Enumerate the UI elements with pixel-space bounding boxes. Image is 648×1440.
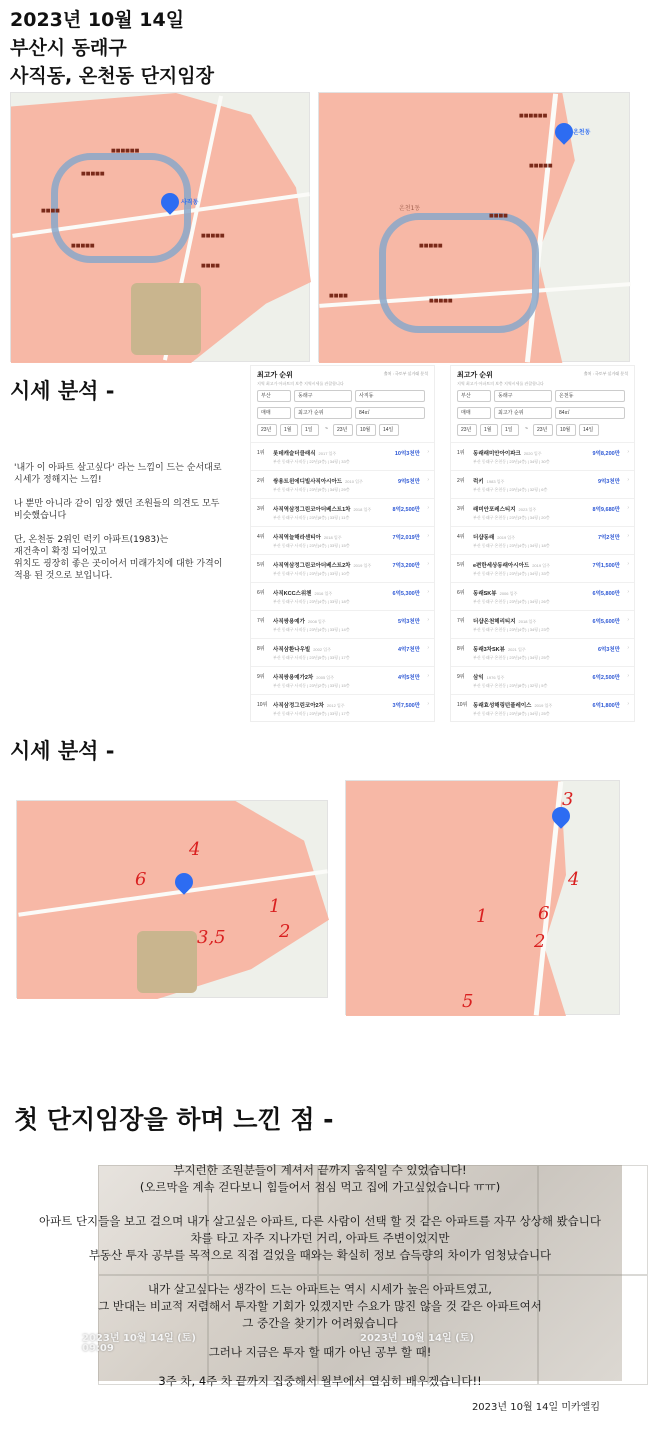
panel-subtitle: 지역 최고가 아파트의 보충 지역시세를 관찰합니다 <box>457 381 544 386</box>
photo-stamp-date: 2023년 10월 14일 (토) <box>82 1333 196 1344</box>
price-value: 9억8,200만 <box>592 451 620 457</box>
rank-label: 10위 <box>457 702 468 708</box>
price-value: 7억2천만 <box>597 535 620 541</box>
move-in-year: 2012 입주 <box>326 703 345 708</box>
rank-label: 3위 <box>257 506 265 512</box>
reflection-line: 부지런한 조원분들이 계셔서 끝까지 움직일 수 있었습니다! <box>173 1163 467 1177</box>
chevron-right-icon: › <box>427 701 429 707</box>
rank-label: 5위 <box>457 562 465 568</box>
rank-row[interactable] <box>251 554 434 584</box>
move-in-year: 2023 입주 <box>518 507 537 512</box>
move-in-year: 2002 입주 <box>313 647 331 652</box>
rank-number: 6 <box>135 869 147 890</box>
move-in-year: 2016 입주 <box>314 591 333 596</box>
rank-row[interactable] <box>251 442 434 472</box>
apartment-name-text: 사직역삼정그린코아더베스트2차 <box>273 563 351 569</box>
rank-row[interactable] <box>451 554 634 584</box>
note-line: 시세가 정해지는 느낌! <box>14 475 102 485</box>
deal-detail: 부산 동래구 온천동 | 23년(4층) | 34평 | 25층 <box>473 655 550 660</box>
deal-detail: 부산 동래구 온천동 | 23년(4층) | 34평 | 30층 <box>473 459 550 464</box>
rank-label: 1위 <box>457 450 465 456</box>
filter-select[interactable]: 동래구 <box>294 390 352 402</box>
filter-select[interactable]: 매매 <box>257 407 291 419</box>
rank-number: 6 <box>538 903 550 924</box>
move-in-year: 2019 입주 <box>353 563 372 568</box>
filter-select[interactable]: 23년 <box>457 424 477 436</box>
deal-detail: 부산 동래구 사직동 | 23년(9층) | 33평 | 17층 <box>273 711 350 716</box>
reflection-text <box>0 1162 640 1390</box>
apartment-name <box>273 617 326 625</box>
apartment-name <box>473 589 517 597</box>
chevron-right-icon: › <box>627 673 629 679</box>
deal-detail: 부산 동래구 사직동 | 23년(4층) | 33평 | 14층 <box>273 627 350 632</box>
price-value: 8억2,500만 <box>392 507 420 513</box>
map-sajik: 사직동 ■■■■■■ ■■■■■ ■■■■ ■■■■■ ■■■■■ ■■■■ <box>10 92 310 362</box>
apartment-name-text: 사직역삼정그린코아더베스트1차 <box>273 507 351 513</box>
rank-label: 2위 <box>457 478 465 484</box>
map-route <box>379 213 539 333</box>
rank-row[interactable] <box>451 694 634 724</box>
panel-source: 출처 : 국토부 실거래 분석 <box>383 371 428 376</box>
rank-number: 3 <box>562 789 574 810</box>
move-in-year: 2021 입주 <box>507 647 526 652</box>
price-value: 7억1,500만 <box>592 563 620 569</box>
reflection-line: 그러나 지금은 투자 할 때가 아닌 공부 할 때! <box>208 1345 432 1359</box>
price-value: 9억5천만 <box>397 479 420 485</box>
filter-select[interactable]: 온천동 <box>555 390 625 402</box>
note-line: 비슷했습니다 <box>14 511 67 521</box>
rank-label: 6위 <box>457 590 465 596</box>
price-value: 6억3천만 <box>597 647 620 653</box>
deal-detail: 부산 동래구 사직동 | 23년(5층) | 33평 | 17층 <box>273 655 350 660</box>
apartment-name <box>473 673 504 681</box>
price-value: 6억5,600만 <box>592 619 620 625</box>
apartment-name-text: 쌍용트윈에디빌사직아시아드 <box>273 479 343 485</box>
deal-detail: 부산 동래구 사직동 | 22년(3층) | 34평 | 33층 <box>273 459 350 464</box>
reflection-line: 그 중간을 찾기가 어려웠습니다 <box>242 1316 398 1330</box>
filter-select[interactable]: 84㎡ <box>555 407 625 419</box>
filter-select[interactable]: 10월 <box>356 424 376 436</box>
apartment-name <box>273 589 332 597</box>
panel-title: 최고가 순위 <box>257 372 293 379</box>
apartment-name <box>473 701 552 709</box>
filter-select[interactable]: 23년 <box>333 424 353 436</box>
apartment-name <box>473 533 515 541</box>
rank-label: 4위 <box>457 534 465 540</box>
deal-detail: 부산 동래구 사직동 | 23년(8층) | 33평 | 11층 <box>273 515 350 520</box>
stadium-park <box>131 283 201 355</box>
filter-select[interactable]: 부산 <box>457 390 491 402</box>
price-value: 6억1,800만 <box>592 703 620 709</box>
section-heading-reflection: 첫 단지임장을 하며 느낀 점 - <box>14 1105 334 1134</box>
apartment-name-text: 삼익 <box>473 675 484 681</box>
deal-detail: 부산 동래구 온천동 | 23년(8층) | 32평 | 5층 <box>473 683 548 688</box>
signature: 2023년 10월 14일 미카엘킴 <box>471 1402 600 1413</box>
rank-label: 9위 <box>457 674 465 680</box>
note-line: 단, 온천동 2위인 럭키 아파트(1983)는 <box>14 535 169 545</box>
filter-select[interactable]: 23년 <box>257 424 277 436</box>
stadium-park <box>137 931 197 993</box>
price-rank-panel <box>250 365 435 722</box>
rank-label: 2위 <box>257 478 265 484</box>
note-line: 나 뿐만 아니라 같이 임장 했던 조원들의 의견도 모두 <box>14 499 220 509</box>
deal-detail: 부산 동래구 온천동 | 23년(4층) | 34평 | 23층 <box>473 627 550 632</box>
rank-label: 10위 <box>257 702 268 708</box>
rank-row[interactable] <box>251 666 434 696</box>
reflection-line: 차를 타고 자주 지나가던 거리, 아파트 주변이었지만 <box>190 1231 450 1245</box>
price-value: 6억5,300만 <box>392 591 420 597</box>
rank-row[interactable] <box>451 582 634 612</box>
price-value: 3억7,500만 <box>392 703 420 709</box>
apartment-name <box>273 505 371 513</box>
rank-label: 7위 <box>257 618 265 624</box>
move-in-year: 2005 입주 <box>316 675 335 680</box>
chevron-right-icon: › <box>427 645 429 651</box>
apartment-name-text: 롯데캐슬더클래식 <box>273 451 316 457</box>
apartment-name <box>273 645 331 653</box>
apartment-name <box>473 449 542 457</box>
apartment-name-text: 동래효성해링턴플레이스 <box>473 703 532 709</box>
filter-select[interactable]: 84㎡ <box>355 407 425 419</box>
reflection-line: 부동산 투자 공부를 목적으로 직접 걸었을 때와는 확실히 정보 습득량의 차이가 엄청났습니다 <box>88 1248 552 1262</box>
map-sajik-ranked <box>16 800 328 998</box>
apartment-name <box>273 673 334 681</box>
note-line: 적용 된 것으로 보입니다. <box>14 571 113 581</box>
pin-label: 사직동 <box>181 199 199 206</box>
district-label: 온천1동 <box>399 205 421 212</box>
chevron-right-icon: › <box>627 645 629 651</box>
reflection-line: 3주 차, 4주 차 끝까지 집중해서 월부에서 열심히 배우겠습니다!! <box>158 1374 482 1388</box>
apartment-name-text: 사직쌍용예가2차 <box>273 675 314 681</box>
price-value: 4억5천만 <box>397 675 420 681</box>
map-zone <box>346 781 621 1016</box>
price-value: 7억2,019만 <box>392 535 420 541</box>
apartment-name-text: 럭키 <box>473 479 484 485</box>
title-date: 2023년 10월 14일 <box>10 9 185 31</box>
deal-detail: 부산 동래구 온천동 | 23년(4층) | 34평 | 18층 <box>473 543 550 548</box>
rank-row[interactable] <box>251 498 434 528</box>
apartment-name-text: 사직KCC스위첸 <box>273 591 312 597</box>
apartment-name-text: 사직쌍용예가 <box>273 619 305 625</box>
apartment-name <box>273 701 345 709</box>
apartment-name-text: 사직삼환나우빌 <box>273 647 311 653</box>
analysis-notes <box>14 462 222 582</box>
apartment-name <box>473 561 550 569</box>
apartment-name <box>273 449 336 457</box>
chevron-right-icon: › <box>427 477 429 483</box>
deal-detail: 부산 동래구 온천동 | 23년(4층) | 34평 | 33층 <box>473 571 550 576</box>
apartment-name-text: 동래래미안아이파크 <box>473 451 521 457</box>
chevron-right-icon: › <box>427 617 429 623</box>
rank-number: 1 <box>476 906 488 927</box>
rank-label: 1위 <box>257 450 265 456</box>
rank-label: 7위 <box>457 618 465 624</box>
rank-row[interactable] <box>451 638 634 668</box>
apartment-name <box>473 477 504 485</box>
price-value: 6억2,500만 <box>592 675 620 681</box>
move-in-year: 2019 입주 <box>532 563 550 568</box>
chevron-right-icon: › <box>627 589 629 595</box>
move-in-year: 1983 입주 <box>486 479 505 484</box>
chevron-right-icon: › <box>427 561 429 567</box>
rank-row[interactable] <box>451 442 634 472</box>
rank-label: 6위 <box>257 590 265 596</box>
price-value: 8억9,680만 <box>592 507 620 513</box>
title-region: 부산시 동래구 <box>10 37 127 59</box>
rank-number: 4 <box>189 839 201 860</box>
filter-select[interactable]: 1일 <box>501 424 519 436</box>
note-line: '내가 이 아파트 살고싶다' 라는 느낌이 드는 순서대로 <box>14 463 222 473</box>
filter-select[interactable]: 사직동 <box>355 390 425 402</box>
move-in-year: 2010 입주 <box>345 479 363 484</box>
filter-select[interactable]: 부산 <box>257 390 291 402</box>
deal-detail: 부산 동래구 사직동 | 23년(9층) | 34평 | 29층 <box>273 487 350 492</box>
price-rank-panel <box>450 365 635 722</box>
filter-select[interactable]: 1일 <box>301 424 319 436</box>
panel-subtitle: 지역 최고가 아파트의 보충 지역시세를 관찰합니다 <box>257 381 344 386</box>
chevron-right-icon: › <box>627 477 629 483</box>
apartment-name <box>273 477 363 485</box>
rank-row[interactable] <box>451 610 634 640</box>
rank-number: 5 <box>462 991 474 1012</box>
rank-label: 9위 <box>257 674 265 680</box>
chevron-right-icon: › <box>627 449 629 455</box>
rank-row[interactable] <box>451 666 634 696</box>
reflection-line: 내가 살고싶다는 생각이 드는 아파트는 역시 시세가 높은 아파트였고, <box>148 1282 492 1296</box>
apartment-name <box>473 645 526 653</box>
move-in-year: 2006 입주 <box>499 591 518 596</box>
reflection-line: (오르막을 계속 걷다보니 힘들어서 점심 먹고 집에 가고싶었습니다 ㅠㅠ) <box>139 1180 501 1194</box>
deal-detail: 부산 동래구 온천동 | 23년(4층) | 32평 | 6층 <box>473 487 548 492</box>
filter-select[interactable]: 14일 <box>379 424 399 436</box>
move-in-year: 2019 입주 <box>497 535 516 540</box>
rank-label: 5위 <box>257 562 265 568</box>
price-value: 9억3천만 <box>597 479 620 485</box>
chevron-right-icon: › <box>627 617 629 623</box>
deal-detail: 부산 동래구 온천동 | 23년(8층) | 34평 | 25층 <box>473 711 550 716</box>
map-oncheon-ranked <box>345 780 620 1015</box>
move-in-year: 1976 입주 <box>486 675 505 680</box>
apartment-name-text: e편한세상동래아시아드 <box>473 563 530 569</box>
chevron-right-icon: › <box>627 701 629 707</box>
rank-label: 4위 <box>257 534 265 540</box>
filter-select[interactable]: ~ <box>525 426 528 432</box>
chevron-right-icon: › <box>627 533 629 539</box>
deal-detail: 부산 동래구 온천동 | 23년(3층) | 34평 | 20층 <box>473 515 550 520</box>
section-heading-price-analysis: 시세 분석 - <box>10 379 115 403</box>
apartment-name-text: 사직역늘해라센티아 <box>273 535 321 541</box>
rank-number: 1 <box>269 896 281 917</box>
note-line: 위치도 굉장히 좋은 곳이어서 미래가치에 대한 가격이 <box>14 559 223 569</box>
title-subject: 사직동, 온천동 단지임장 <box>10 65 214 87</box>
apartment-name-text: 동래SK뷰 <box>473 591 497 597</box>
photo-stamp-date: 2023년 10월 14일 (토) <box>360 1333 474 1344</box>
move-in-year: 2008 입주 <box>307 619 326 624</box>
chevron-right-icon: › <box>427 533 429 539</box>
rank-row[interactable] <box>251 582 434 612</box>
price-value: 5억3천만 <box>397 619 420 625</box>
deal-detail: 부산 동래구 사직동 | 23년(2층) | 33평 | 15층 <box>273 683 350 688</box>
filter-select[interactable]: 10월 <box>556 424 576 436</box>
map-oncheon: 온천동 온천1동 ■■■■■■ ■■■■■ ■■■■ ■■■■■ ■■■■ ■■■■■ <box>318 92 630 362</box>
filter-select[interactable]: 14일 <box>579 424 599 436</box>
price-value: 10억3천만 <box>394 451 420 457</box>
move-in-year: 2019 입주 <box>534 703 553 708</box>
reflection-line: 아파트 단지들을 보고 걸으며 내가 살고싶은 아파트, 다른 사람이 선택 할 것 같은 아파트를 자꾸 상상해 봤습니다 <box>38 1214 602 1228</box>
move-in-year: 2018 입주 <box>323 535 342 540</box>
chevron-right-icon: › <box>427 673 429 679</box>
photo-stamp-time: 09:09 <box>82 1343 114 1354</box>
filter-select[interactable]: ~ <box>325 426 328 432</box>
rank-row[interactable] <box>451 498 634 528</box>
apartment-name-text: 더샵동래 <box>473 535 495 541</box>
filter-select[interactable]: 동래구 <box>494 390 552 402</box>
apartment-name-text: 사직삼정그린코아2차 <box>273 703 324 709</box>
move-in-year: 2018 입주 <box>518 619 537 624</box>
filter-select[interactable]: 최고가 순위 <box>294 407 352 419</box>
section-heading-price-analysis-2: 시세 분석 - <box>10 739 115 763</box>
chevron-right-icon: › <box>627 505 629 511</box>
move-in-year: 2020 입주 <box>523 451 542 456</box>
rank-row[interactable] <box>451 470 634 500</box>
rank-row[interactable] <box>451 526 634 556</box>
pin-label: 온천동 <box>573 129 591 136</box>
filter-select[interactable]: 1월 <box>480 424 498 436</box>
deal-detail: 부산 동래구 사직동 | 23년(4층) | 33평 | 10층 <box>273 571 350 576</box>
rank-row[interactable] <box>251 694 434 724</box>
apartment-name <box>473 617 536 625</box>
apartment-name-text: 동래3차SK뷰 <box>473 647 505 653</box>
reflection-line: 그 반대는 비교적 저렴해서 투자할 기회가 있겠지만 수요가 많진 않을 것 같은 아파트여서 <box>98 1299 542 1313</box>
price-value: 7억3,200만 <box>392 563 420 569</box>
apartment-name <box>273 533 342 541</box>
chevron-right-icon: › <box>627 561 629 567</box>
rank-label: 3위 <box>457 506 465 512</box>
move-in-year: 2017 입주 <box>318 451 337 456</box>
apartment-name-text: 래미안포레스티지 <box>473 507 516 513</box>
deal-detail: 부산 동래구 사직동 | 23년(4층) | 33평 | 18층 <box>273 599 350 604</box>
filter-select[interactable]: 23년 <box>533 424 553 436</box>
filter-select[interactable]: 최고가 순위 <box>494 407 552 419</box>
rank-row[interactable] <box>251 610 434 640</box>
rank-row[interactable] <box>251 470 434 500</box>
apartment-name-text: 더샵온천헤리티지 <box>473 619 516 625</box>
rank-number: 2 <box>534 931 546 952</box>
apartment-name <box>473 505 536 513</box>
note-line: 재건축이 확정 되어있고 <box>14 547 107 557</box>
rank-row[interactable] <box>251 526 434 556</box>
rank-label: 8위 <box>457 646 465 652</box>
price-value: 6억5,800만 <box>592 591 620 597</box>
chevron-right-icon: › <box>427 589 429 595</box>
chevron-right-icon: › <box>427 505 429 511</box>
rank-number: 4 <box>568 869 580 890</box>
chevron-right-icon: › <box>427 449 429 455</box>
rank-number: 2 <box>279 921 291 942</box>
panel-title: 최고가 순위 <box>457 372 493 379</box>
panel-source: 출처 : 국토부 실거래 분석 <box>583 371 628 376</box>
apartment-name <box>273 561 371 569</box>
move-in-year: 2018 입주 <box>353 507 372 512</box>
filter-select[interactable]: 1월 <box>280 424 298 436</box>
deal-detail: 부산 동래구 사직동 | 23년(4층) | 33평 | 15층 <box>273 543 350 548</box>
deal-detail: 부산 동래구 온천동 | 23년(4층) | 34평 | 26층 <box>473 599 550 604</box>
rank-label: 8위 <box>257 646 265 652</box>
price-value: 4억7천만 <box>397 647 420 653</box>
rank-row[interactable] <box>251 638 434 668</box>
rank-number: 3,5 <box>197 927 226 948</box>
filter-select[interactable]: 매매 <box>457 407 491 419</box>
